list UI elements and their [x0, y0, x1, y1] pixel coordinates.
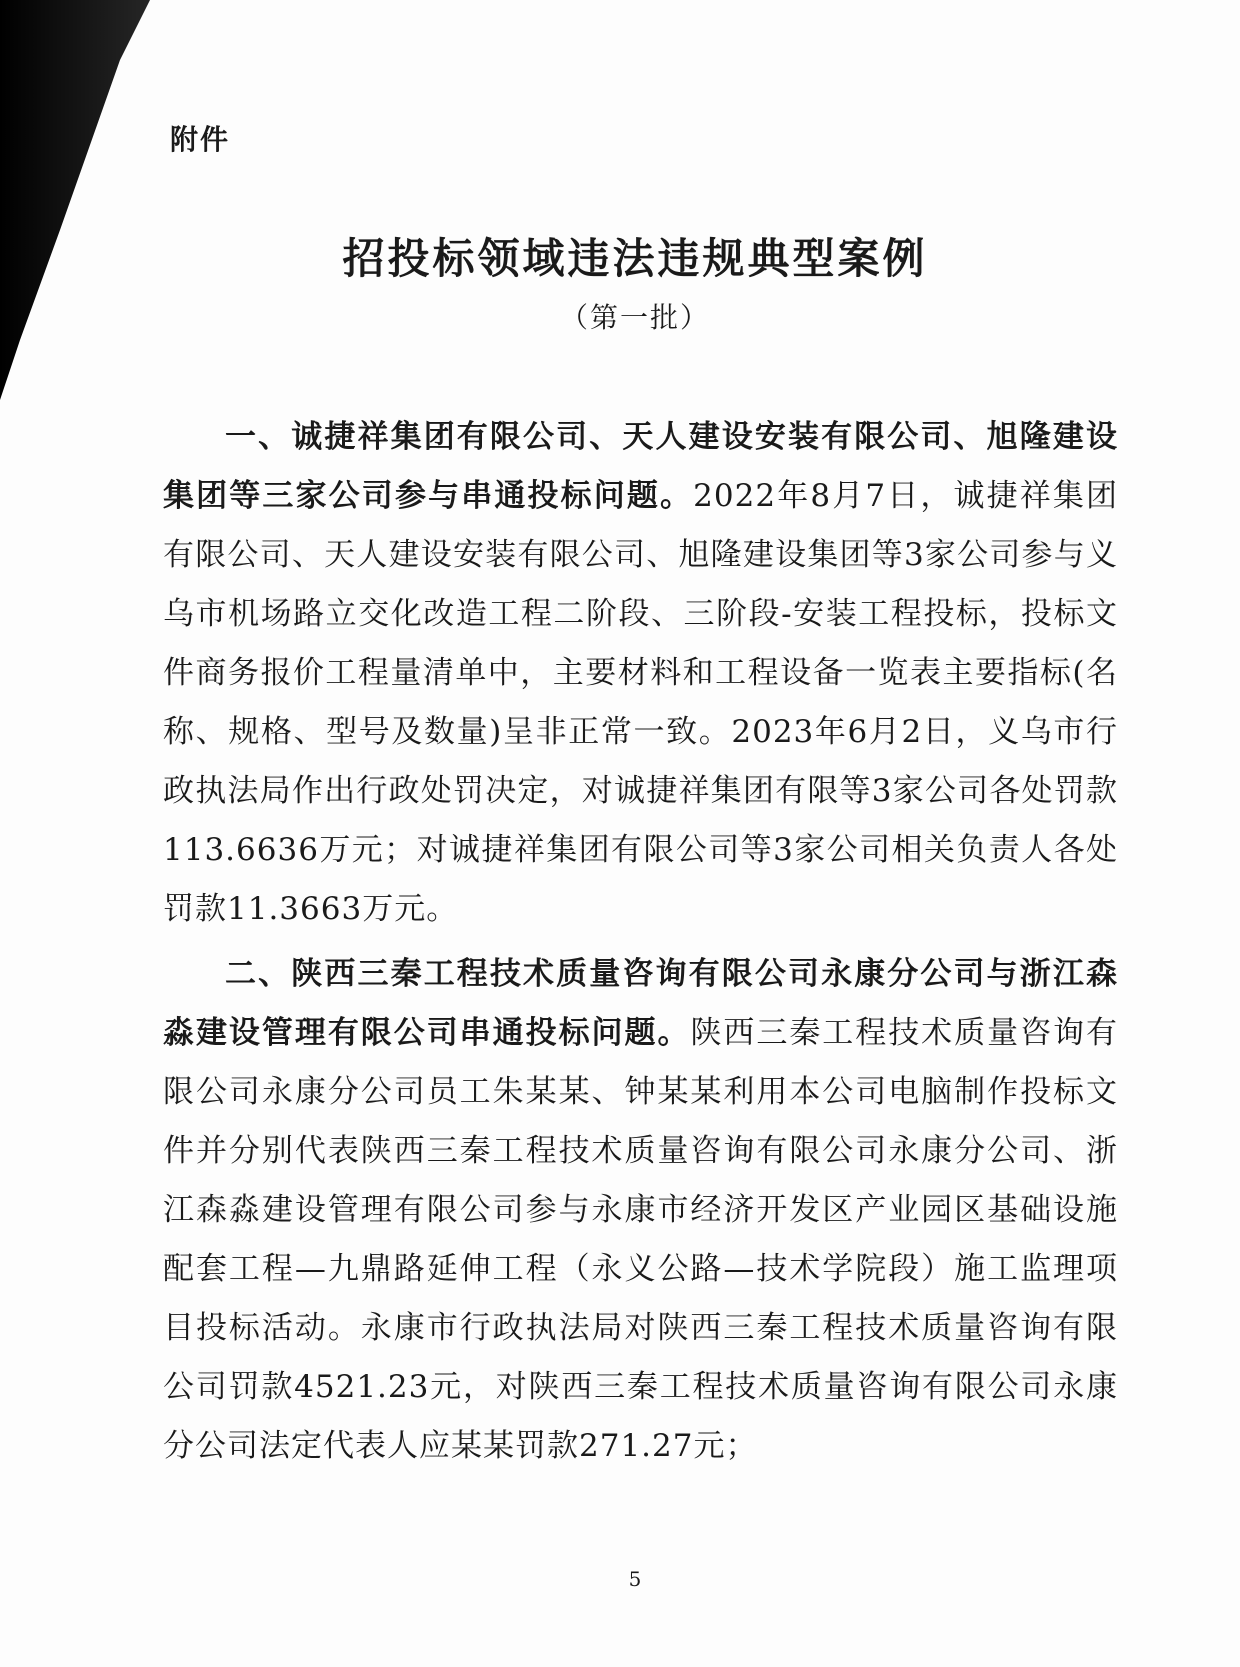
case-paragraph-1 — [163, 408, 1118, 939]
case-paragraph-2 — [163, 945, 1118, 1476]
case-heading-1: 一、诚捷祥集团有限公司、天人建设安装有限公司、旭隆建设集团等三家公司参与串通投标问题。 — [163, 419, 1118, 514]
page-number: 5 — [628, 1567, 642, 1591]
document-batch-subtitle: （第一批） — [559, 301, 710, 334]
document-body — [163, 408, 1118, 1476]
case-body-1: 2022年8月7日，诚捷祥集团有限公司、天人建设安装有限公司、旭隆建设集团等3家公司参与义乌市机场路立交化改造工程二阶段、三阶段-安装工程投标，投标文件商务报价工程量清单中，主要材料和工程设备一览表主要指标(名称、规格、型号及数量)呈非正常一致。2023年6月2日，义乌市行政执法局作出行政处罚决定，对诚捷祥集团有限等3家公司各处罚款113.6636万元；对诚捷祥集团有限公司等3家公司相关负责人各处罚款11.3663万元。 — [163, 478, 1118, 927]
case-heading-2: 二、陕西三秦工程技术质量咨询有限公司永康分公司与浙江森淼建设管理有限公司串通投标问题。 — [163, 956, 1118, 1051]
document-title: 招投标领域违法违规典型案例 — [342, 234, 928, 283]
attachment-label: 附件 — [170, 123, 231, 156]
case-body-2: 陕西三秦工程技术质量咨询有限公司永康分公司员工朱某某、钟某某利用本公司电脑制作投标文件并分别代表陕西三秦工程技术质量咨询有限公司永康分公司、浙江森淼建设管理有限公司参与永康市经济开发区产业园区基础设施配套工程—九鼎路延伸工程（永义公路—技术学院段）施工监理项目投标活动。永康市行政执法局对陕西三秦工程技术质量咨询有限公司罚款4521.23元，对陕西三秦工程技术质量咨询有限公司永康分公司法定代表人应某某罚款271.27元； — [163, 1015, 1119, 1464]
